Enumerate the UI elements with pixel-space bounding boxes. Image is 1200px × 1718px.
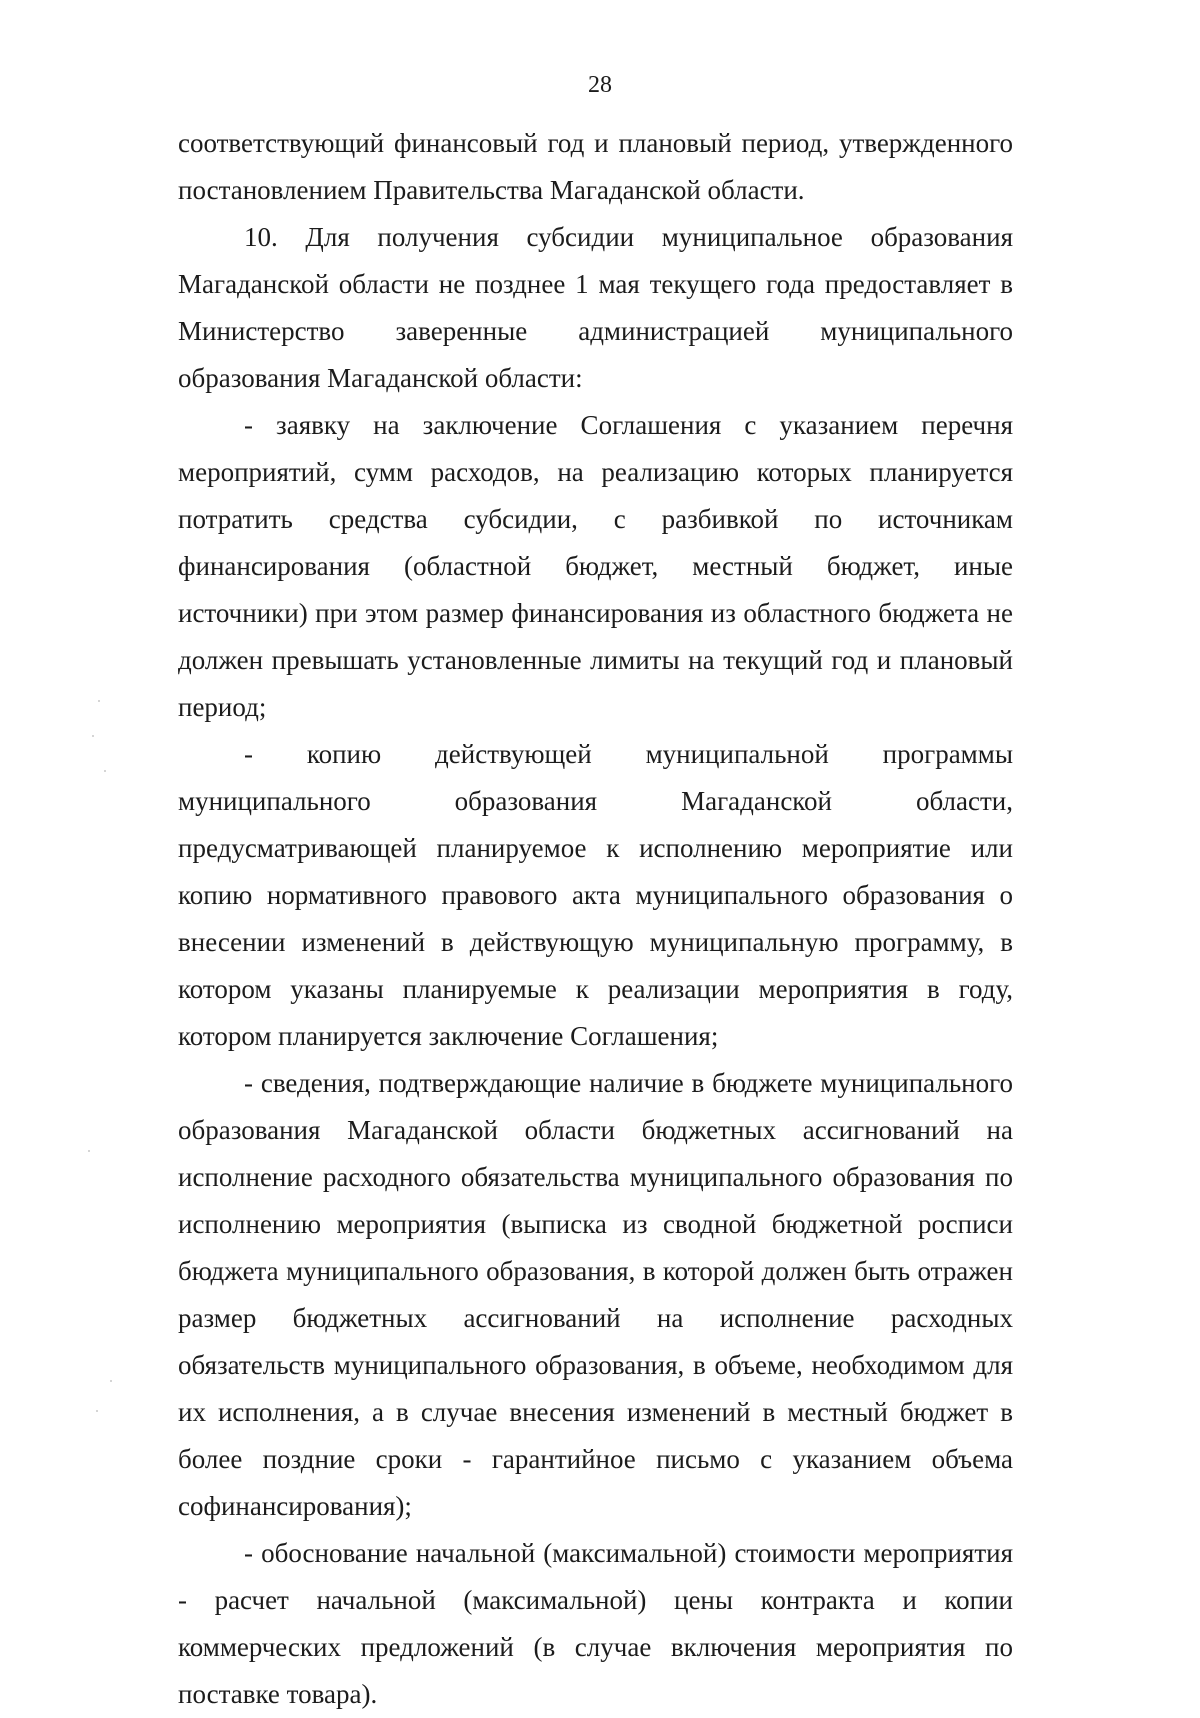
- scan-speckle: [88, 1150, 90, 1152]
- paragraph-application: - заявку на заключение Соглашения с указанием перечня мероприятий, сумм расходов, на реализацию которых планируется потратить средства субсидии, с разбивкой по источникам финансирования (областной бюджет, местный бюджет, иные источники) при этом размер финансирования из областного бюджета не должен превышать установленные лимиты на текущий год и плановый период;: [178, 410, 1013, 722]
- scan-speckle: [92, 735, 94, 737]
- scan-speckle: [96, 1410, 98, 1412]
- paragraph-item-10: 10. Для получения субсидии муниципальное образования Магаданской области не позднее 1 мая текущего года предоставляет в Министерство заверенные администрацией муниципального образования Магаданской области:: [178, 222, 1013, 393]
- paragraph-program-copy: - копию действующей муниципальной программы муниципального образования Магаданской области, предусматривающей планируемое к исполнению мероприятие или копию нормативного правового акта муниципального образования о внесении изменений в действующую муниципальную программу, в котором указаны планируемые к реализации мероприятия в году, котором планируется заключение Соглашения;: [178, 739, 1013, 1051]
- scan-speckle: [98, 700, 100, 702]
- paragraph-continuation: соответствующий финансовый год и плановый период, утвержденного постановлением Правительства Магаданской области.: [178, 128, 1013, 205]
- page-number: 28: [588, 72, 612, 98]
- paragraph-cost-justification: - обоснование начальной (максимальной) стоимости мероприятия - расчет начальной (максимальной) цены контракта и копии коммерческих предложений (в случае включения мероприятия по поставке товара).: [178, 1538, 1013, 1709]
- scan-speckle: [104, 770, 106, 772]
- document-body: [178, 120, 1013, 1718]
- scan-speckle: [110, 1380, 112, 1382]
- paragraph-budget-info: - сведения, подтверждающие наличие в бюджете муниципального образования Магаданской области бюджетных ассигнований на исполнение расходного обязательства муниципального образования по исполнению мероприятия (выписка из сводной бюджетной росписи бюджета муниципального образования, в которой должен быть отражен размер бюджетных ассигнований на исполнение расходных обязательств муниципального образования, в объеме, необходимом для их исполнения, а в случае внесения изменений в местный бюджет в более поздние сроки - гарантийное письмо с указанием объема софинансирования);: [178, 1068, 1013, 1521]
